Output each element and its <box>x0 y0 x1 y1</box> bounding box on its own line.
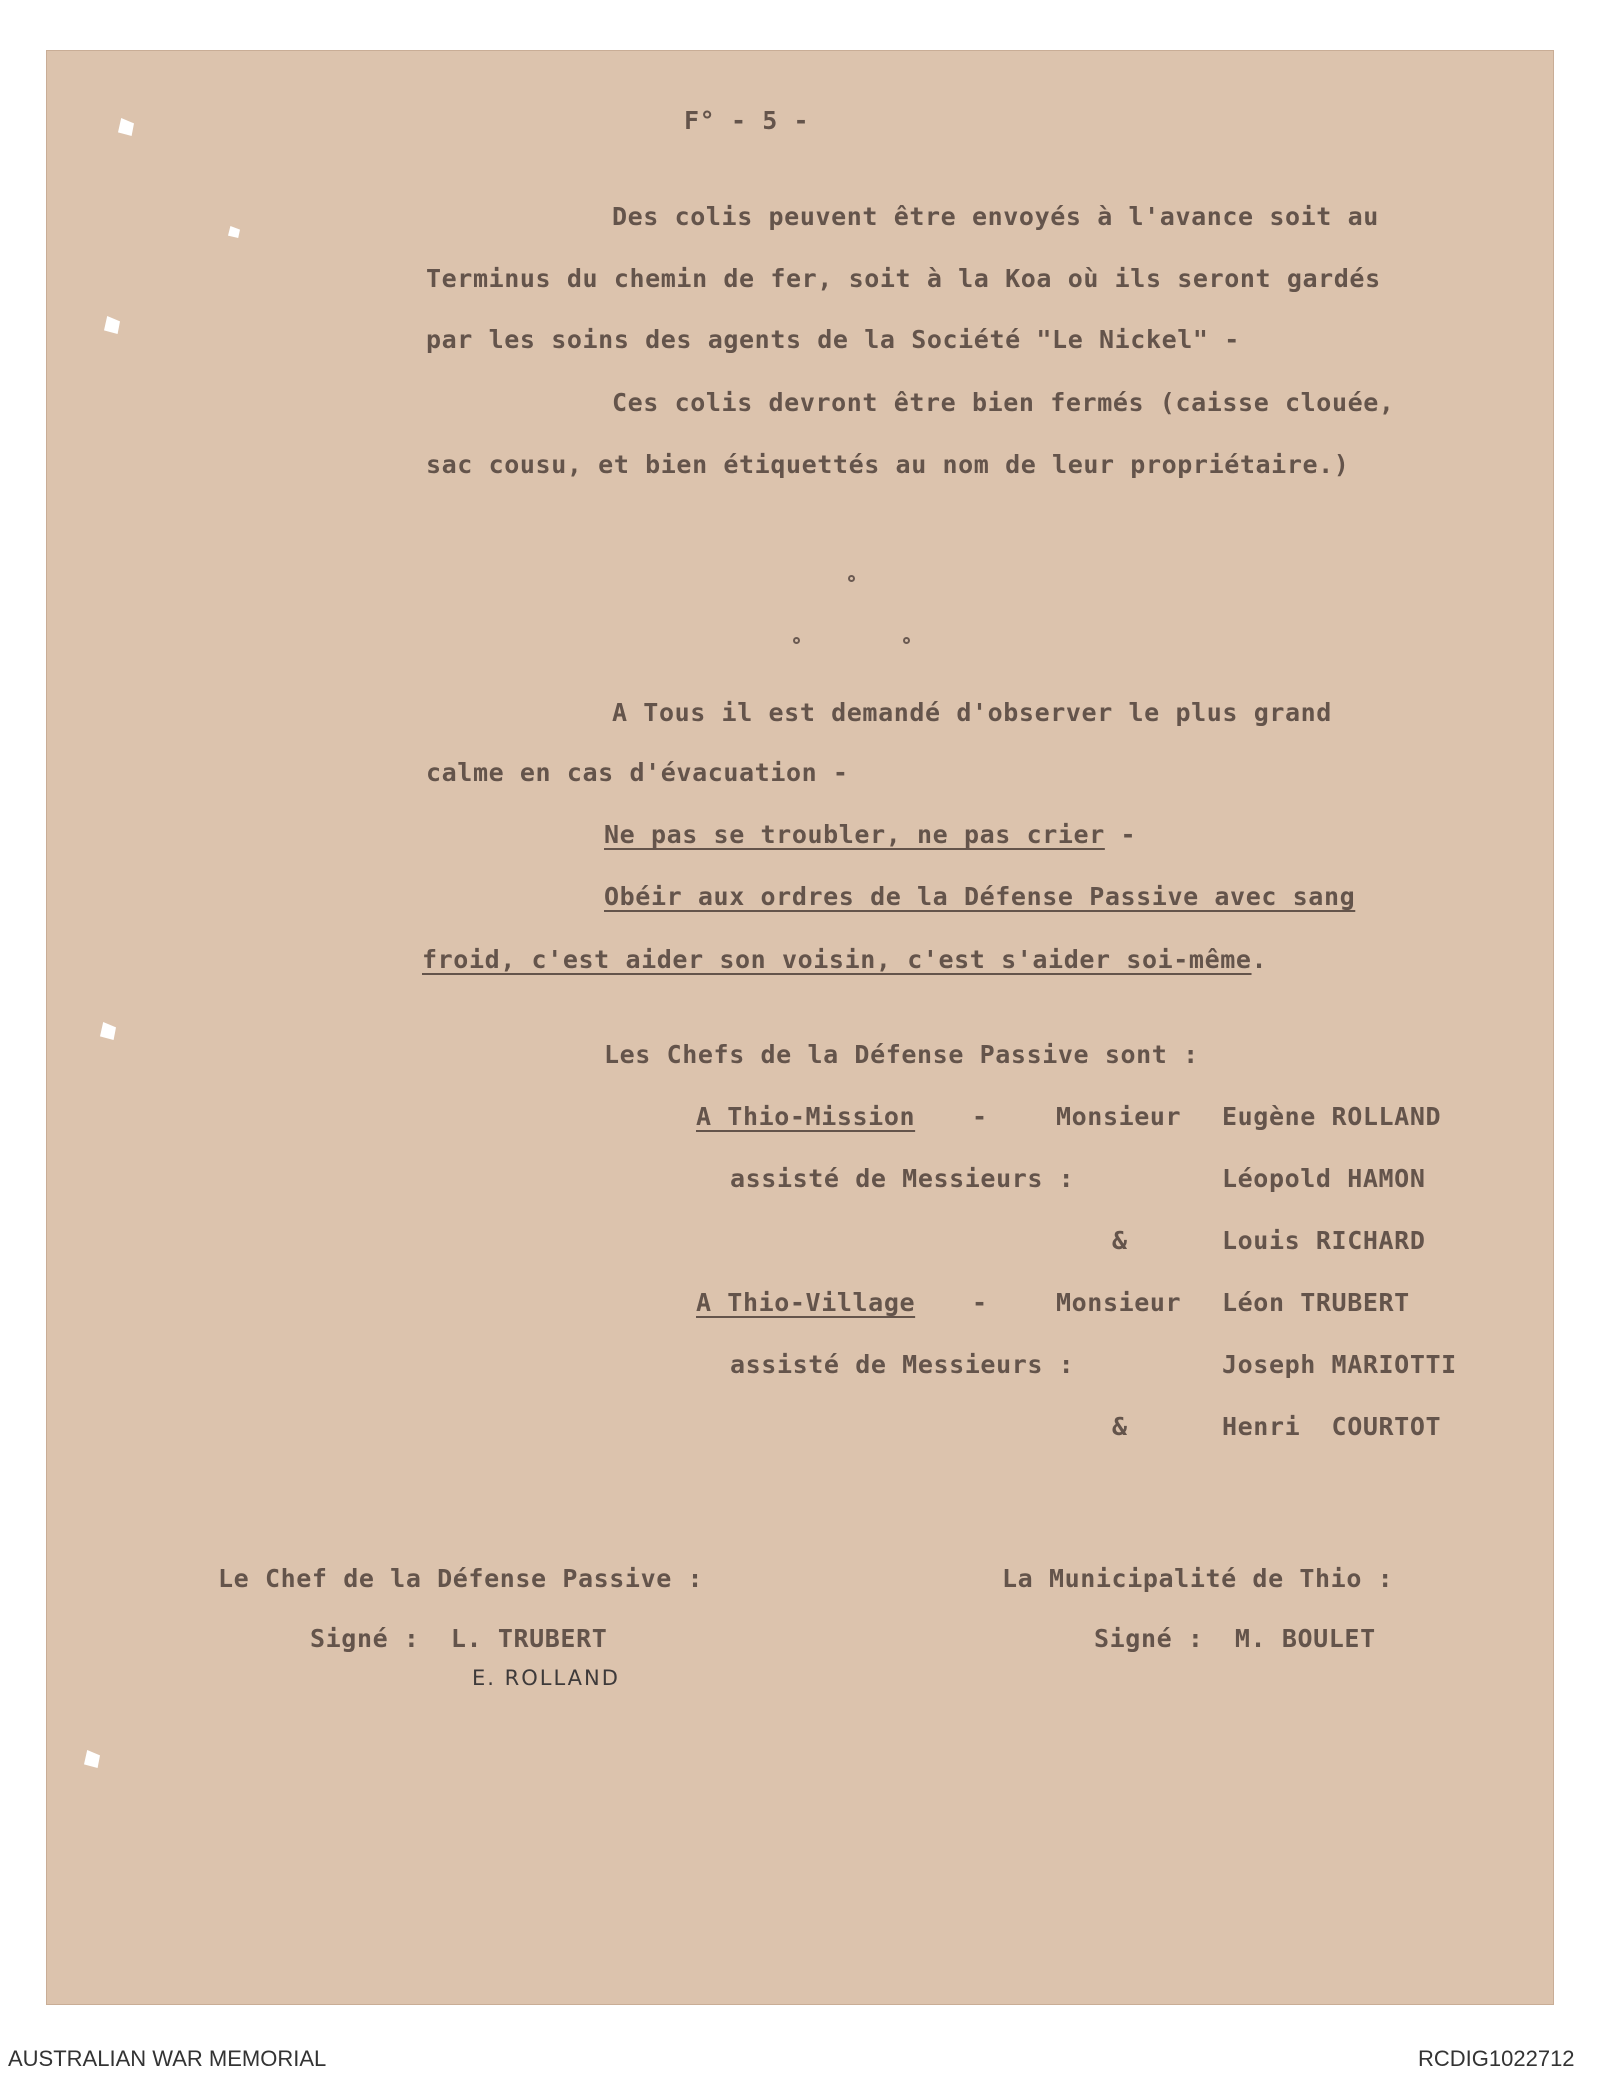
village-label: A Thio-Village <box>696 1288 916 1317</box>
sign-right-title: La Municipalité de Thio : <box>1002 1564 1394 1593</box>
separator-dot <box>848 575 855 582</box>
sign-left-title: Le Chef de la Défense Passive : <box>218 1564 704 1593</box>
para2-line2: sac cousu, et bien étiquettés au nom de leur propriétaire.) <box>426 450 1350 479</box>
instruction-2-line2 <box>422 945 1267 974</box>
mission-assist: assisté de Messieurs : <box>730 1164 1075 1193</box>
instruction-2-line2-text: froid, c'est aider son voisin, c'est s'aider soi-même <box>422 945 1252 974</box>
village-title: Monsieur <box>1056 1288 1182 1317</box>
mission-title: Monsieur <box>1056 1102 1182 1131</box>
punch-hole <box>84 1750 100 1768</box>
mission-aide2: Louis RICHARD <box>1222 1226 1426 1255</box>
para2-line1: Ces colis devront être bien fermés (caisse clouée, <box>612 388 1395 417</box>
para1-line2: Terminus du chemin de fer, soit à la Koa où ils seront gardés <box>426 264 1381 293</box>
para3-line1: A Tous il est demandé d'observer le plus grand <box>612 698 1332 727</box>
separator-dot <box>793 637 800 644</box>
para3-line2: calme en cas d'évacuation - <box>426 758 849 787</box>
separator-dot <box>903 637 910 644</box>
punch-hole <box>100 1022 116 1040</box>
mission-label: A Thio-Mission <box>696 1102 916 1131</box>
instruction-2-line1: Obéir aux ordres de la Défense Passive avec sang <box>604 882 1356 911</box>
village-amp: & <box>1112 1412 1128 1441</box>
village-dash: - <box>972 1288 988 1317</box>
chefs-intro: Les Chefs de la Défense Passive sont : <box>604 1040 1199 1069</box>
footer-left: AUSTRALIAN WAR MEMORIAL <box>8 2046 327 2071</box>
instruction-1-tail: - <box>1104 820 1137 849</box>
village-aide1: Joseph MARIOTTI <box>1222 1350 1457 1379</box>
instruction-1-text: Ne pas se troubler, ne pas crier <box>604 820 1105 849</box>
punch-hole <box>104 316 120 334</box>
handwritten-signature: E. ROLLAND <box>472 1666 620 1690</box>
village-aide2: Henri COURTOT <box>1222 1412 1442 1441</box>
village-chief: Léon TRUBERT <box>1222 1288 1410 1317</box>
para1-line3: par les soins des agents de la Société "Le Nickel" - <box>426 325 1240 354</box>
mission-dash: - <box>972 1102 988 1131</box>
mission-amp: & <box>1112 1226 1128 1255</box>
mission-aide1: Léopold HAMON <box>1222 1164 1426 1193</box>
instruction-1 <box>604 820 1136 849</box>
para1-line1: Des colis peuvent être envoyés à l'avance soit au <box>612 202 1379 231</box>
instruction-2-tail: . <box>1251 945 1268 974</box>
page-number: F° - 5 - <box>684 106 810 135</box>
footer-right: RCDIG1022712 <box>1418 2046 1575 2071</box>
mission-chief: Eugène ROLLAND <box>1222 1102 1442 1131</box>
sign-left-signed: Signé : L. TRUBERT <box>310 1624 608 1653</box>
village-assist: assisté de Messieurs : <box>730 1350 1075 1379</box>
sign-right-signed: Signé : M. BOULET <box>1094 1624 1376 1653</box>
punch-hole <box>228 226 240 238</box>
punch-hole <box>118 118 134 136</box>
